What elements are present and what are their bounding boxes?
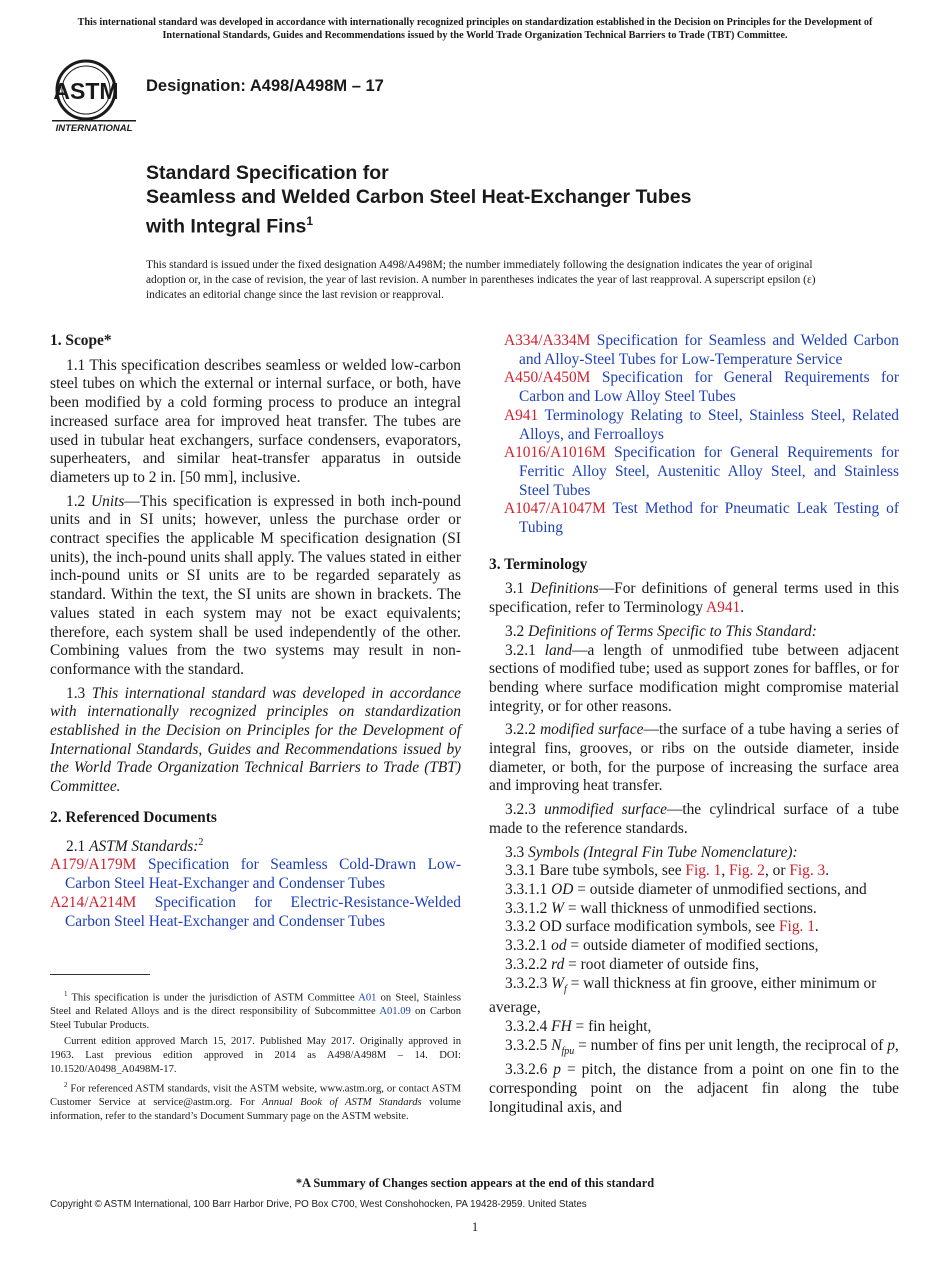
ref-item[interactable] <box>489 444 899 500</box>
ref-code-link[interactable]: A450/A450M <box>504 369 591 387</box>
para-3-2-2: 3.2.2 modified surface—the surface of a tube having a series of integral fins, grooves, or ribs on the outside diameter, inside diameter, or both, for the purpose of increasing the surface area and improving heat transfer. <box>489 721 899 795</box>
copyright: Copyright © ASTM International, 100 Barr Harbor Drive, PO Box C700, West Conshohocken, PA 19428-2959. United States <box>50 1199 587 1210</box>
ref-code-link[interactable]: A1047/A1047M <box>504 500 606 518</box>
title-footnote-mark: 1 <box>306 214 314 228</box>
para-3-3-2-4: 3.3.2.4 FH = fin height, <box>505 1017 652 1035</box>
left-column <box>50 332 461 931</box>
ref-code-link[interactable]: A941 <box>504 406 539 424</box>
ref-title-link[interactable]: Specification for General Requirements for Ferritic Alloy Steel, Austenitic Alloy Steel, and Stainless Steel Tubes <box>519 444 899 499</box>
para-3-3-1: 3.3.1 Bare tube symbols, see Fig. 1, Fig. 2, or Fig. 3. <box>505 862 830 880</box>
footnote-divider <box>50 974 150 975</box>
ref-title-link[interactable]: Specification for Electric-Resistance-Welded Carbon Steel Heat-Exchanger and Condenser Tubes <box>65 893 461 930</box>
ref-title-link[interactable]: Test Method for Pneumatic Leak Testing of Tubing <box>519 500 899 537</box>
ref-item[interactable] <box>489 369 899 406</box>
ref-title-link[interactable]: Specification for Seamless Cold-Drawn Low-Carbon Steel Heat-Exchanger and Condenser Tubes <box>65 856 461 893</box>
astm-logo <box>52 58 136 136</box>
para-1-3: 1.3 This international standard was developed in accordance with internationally recognized principles on standardization established in the Decision on Principles for the Development of International Standards, Guides and Recommendations issued by the World Trade Organization Technical Barriers to Trade (TBT) Committee. <box>50 684 461 796</box>
committee-link[interactable]: A01 <box>358 992 377 1004</box>
ref-item[interactable] <box>489 500 899 537</box>
ref-item[interactable] <box>489 407 899 444</box>
subcommittee-link[interactable]: A01.09 <box>379 1006 411 1018</box>
ref-title-link[interactable]: Specification for Seamless and Welded Carbon and Alloy-Steel Tubes for Low-Temperature Service <box>519 332 899 368</box>
para-3-3-2-5: 3.3.2.5 $N_{fpu}$ = number of fins per unit length, the reciprocal of p, <box>505 1036 899 1057</box>
para-3-3-2-3: 3.3.2.3 $W_f$ = wall thickness at fin groove, either minimum or average, <box>489 974 877 1017</box>
para-3-2-3: 3.2.3 unmodified surface—the cylindrical surface of a tube made to the reference standards. <box>489 801 899 837</box>
fig-2-link[interactable]: Fig. 2 <box>729 862 765 880</box>
title-line-1: Standard Specification for <box>146 162 389 184</box>
title-line-2: Seamless and Welded Carbon Steel Heat-Exchanger Tubes <box>146 186 692 208</box>
page-number: 1 <box>471 1220 479 1234</box>
para-3-2-1: 3.2.1 land—a length of unmodified tube between adjacent sections of modified tube; used as support zones for baffles, or for bending where surface modification might compromise material integrity, or for other reasons. <box>489 641 899 715</box>
fig-1-link[interactable]: Fig. 1 <box>685 862 722 880</box>
footnotes <box>50 988 461 1126</box>
ref-code-link[interactable]: A334/A334M <box>504 332 591 349</box>
ref-code-link[interactable]: A179/A179M <box>50 856 137 874</box>
para-3-3: 3.3 Symbols (Integral Fin Tube Nomenclature): <box>505 843 798 861</box>
ref-code-link[interactable]: A214/A214M <box>50 893 137 911</box>
issuance-note: This standard is issued under the fixed designation A498/A498M; the number immediately following the designation indicates the year of original adoption or, in the case of revision, the year of last revision. A number in parentheses indicates the year of last reapproval. A superscript epsilon (ε) indicates an editorial change since the last revision or reapproval. <box>146 259 816 301</box>
logo-letters: ASTM <box>53 78 119 104</box>
document-title <box>146 161 866 239</box>
para-1-1: 1.1 This specification describes seamless or welded low-carbon steel tubes on which the external or internal surface, or both, have been modified by a cold forming process to produce an integral increased surface area for improved heat transfer. The tubes are used in tubular heat exchangers, surface condensers, evaporators, superheaters, and similar heat-transfer apparatus in outside diameters up to 2 in. [50 mm], inclusive. <box>50 356 461 486</box>
right-column <box>489 332 899 1118</box>
ref-item[interactable] <box>50 856 461 893</box>
para-3-3-1-1: 3.3.1.1 OD = outside diameter of unmodified sections, and <box>505 880 867 898</box>
para-3-3-1-2: 3.3.1.2 W = wall thickness of unmodified sections. <box>505 899 817 917</box>
fig-3-link[interactable]: Fig. 3 <box>789 862 826 880</box>
tbt-notice: This international standard was developed in accordance with internationally recognized principles on standardization established in the Decision on Principles for the Development of International Standards, Guides and Recommendations issued by the World Trade Organization Technical Barriers to Trade (TBT) Committee. <box>77 17 873 41</box>
scope-heading: 1. Scope* <box>50 332 112 349</box>
para-1-2: 1.2 Units—This specification is expressed in both inch-pound units and in SI units; however, unless the purchase order or contract specifies the applicable M specification designation (SI units), the inch-pound units shall apply. The values stated in either inch-pound units or SI units are to be regarded separately as standard. Within the text, the SI units are shown in brackets. The values stated in each system may not be exact equivalents; therefore, each system shall be used independently of the other. Combining values from the two systems may result in non-conformance with the standard. <box>50 492 461 678</box>
para-3-3-2: 3.3.2 OD surface modification symbols, see Fig. 1. <box>505 918 819 936</box>
para-3-2: 3.2 Definitions of Terms Specific to This Standard: <box>505 622 817 640</box>
para-3-1: 3.1 Definitions—For definitions of general terms used in this specification, refer to Terminology A941. <box>489 580 899 617</box>
designation: Designation: A498/A498M – 17 <box>146 77 384 95</box>
ref-code-link[interactable]: A1016/A1016M <box>504 444 606 462</box>
para-3-3-2-2: 3.3.2.2 rd = root diameter of outside fins, <box>505 955 759 973</box>
ref-title-link[interactable]: Specification for General Requirements for Carbon and Low Alloy Steel Tubes <box>519 369 899 406</box>
refdocs-heading: 2. Referenced Documents <box>50 808 217 826</box>
summary-of-changes-note: *A Summary of Changes section appears at the end of this standard <box>295 1176 655 1190</box>
ref-item[interactable] <box>489 332 899 369</box>
footnote-1-edition: Current edition approved March 15, 2017. Published May 2017. Originally approved in 1963. Last previous edition approved in 2014 as A498/A498M – 14. DOI: 10.1520/A0498_A0498M-17. <box>50 1036 461 1075</box>
para-2-1: 2.1 ASTM Standards:$^2$ <box>66 836 204 855</box>
terminology-heading: 3. Terminology <box>489 555 588 573</box>
footnote-2: $^2$ For referenced ASTM standards, visit the ASTM website, www.astm.org, or contact ASTM Customer Service at service@astm.org. For Annual Book of ASTM Standards volume information, refer to the standard’s Document Summary page on the ASTM website. <box>50 1081 461 1122</box>
fig-1-link[interactable]: Fig. 1 <box>778 918 815 936</box>
para-3-3-2-6: 3.3.2.6 p = pitch, the distance from a point on one fin to the corresponding point on the adjacent fin along the tube longitudinal axis, and <box>489 1061 899 1116</box>
title-line-3: with Integral Fins$^1$ <box>146 214 314 238</box>
para-3-3-2-1: 3.3.2.1 od = outside diameter of modified sections, <box>505 937 819 955</box>
ref-title-link[interactable]: Terminology Relating to Steel, Stainless Steel, Related Alloys, and Ferroalloys <box>519 406 899 443</box>
footnote-1: $^1$ This specification is under the jurisdiction of ASTM Committee A01 on Steel, Stainless Steel and Related Alloys and is the direct responsibility of Subcommittee A01.09 on Carbon Steel Tubular Products. <box>50 990 462 1031</box>
a941-link[interactable]: A941 <box>706 599 741 617</box>
ref-item[interactable] <box>50 894 461 931</box>
logo-text: INTERNATIONAL <box>55 123 133 134</box>
